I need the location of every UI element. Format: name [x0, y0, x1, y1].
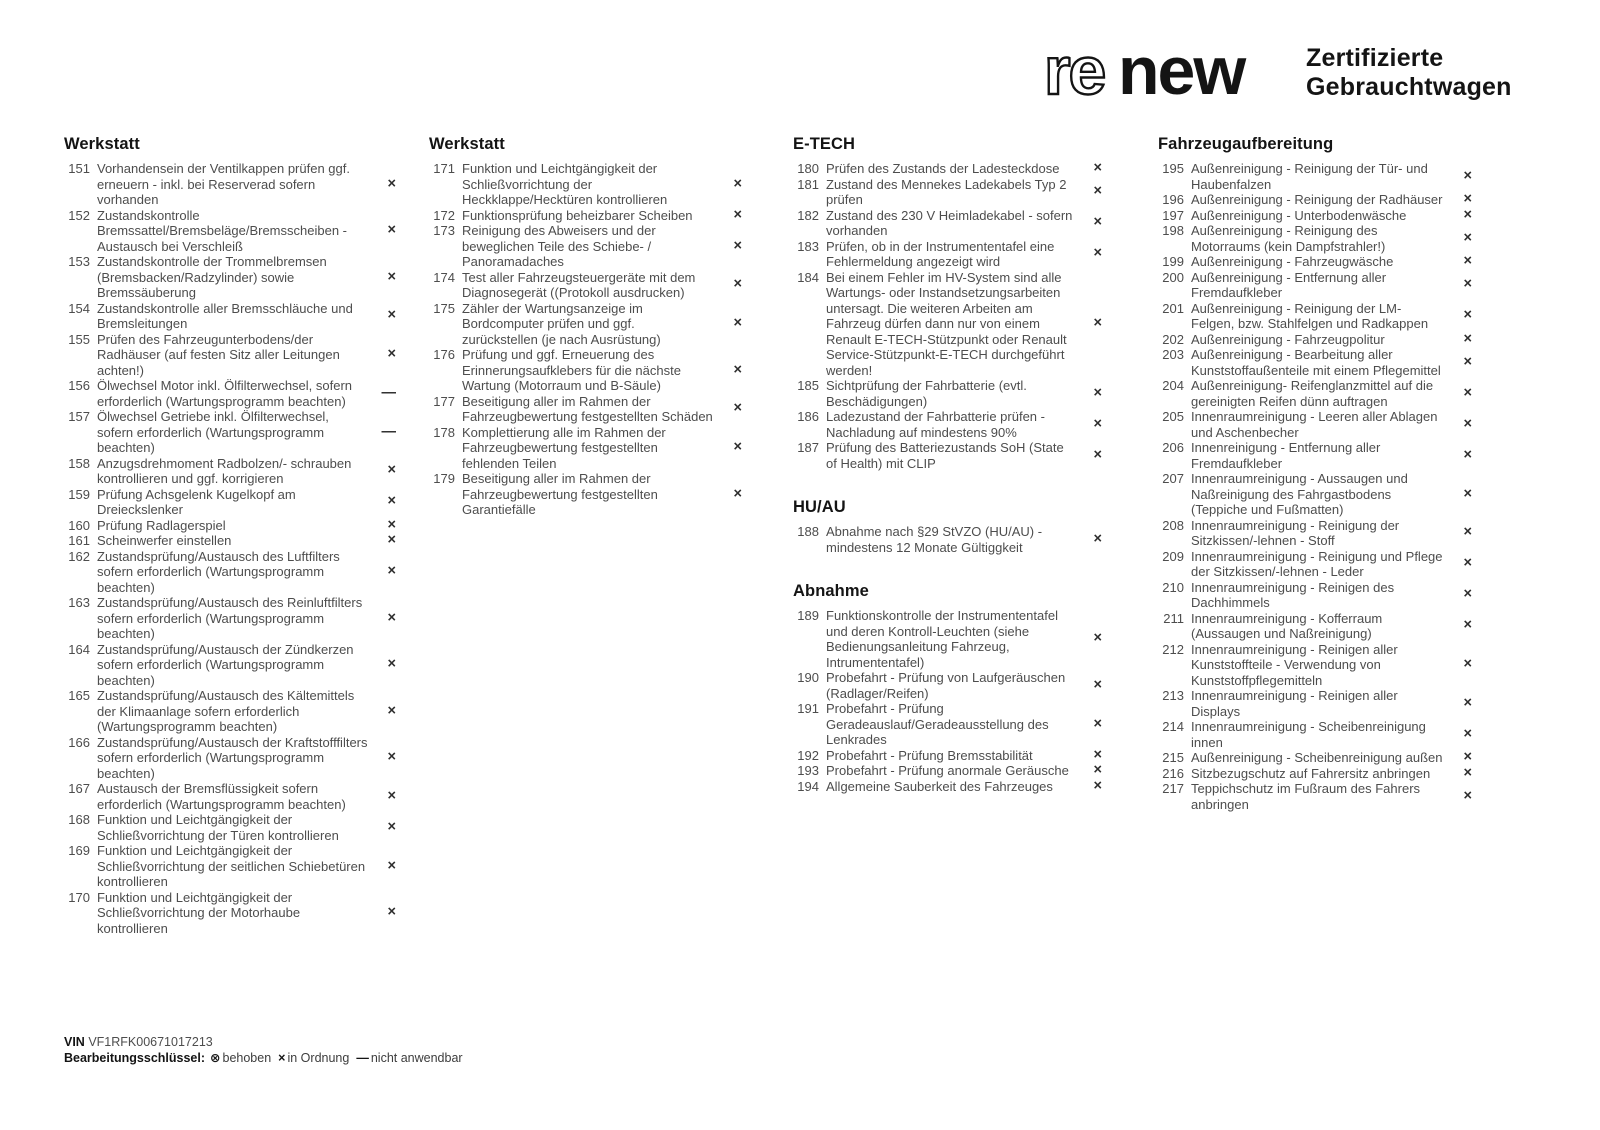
checklist-item — [429, 347, 742, 394]
item-text: Teppichschutz im Fußraum des Fahrers anbringen — [1191, 781, 1421, 812]
item-status-mark: × — [387, 818, 396, 835]
item-number: 158 — [68, 455, 90, 471]
item-number: 213 — [1162, 688, 1184, 703]
checklist-item — [429, 301, 742, 348]
item-status-mark: × — [387, 749, 396, 765]
item-text: Innenraumreinigung - Kofferraum (Aussaugen und Naßreinigung) — [1191, 610, 1383, 641]
checklist-item — [429, 208, 742, 224]
item-status-mark: × — [1463, 725, 1472, 742]
item-number: 190 — [797, 670, 819, 685]
checklist-item — [1158, 580, 1472, 611]
item-number: 155 — [68, 331, 90, 347]
item-text: Test aller Fahrzeugsteuergeräte mit dem Diagnosegerät ((Protokoll ausdrucken) — [462, 269, 696, 300]
item-number: 200 — [1162, 269, 1184, 285]
checklist-item — [793, 608, 1102, 670]
legend-label: Bearbeitungsschlüssel: — [64, 1050, 206, 1065]
footer — [64, 1035, 463, 1066]
item-number: 183 — [797, 238, 819, 254]
item-text: Probefahrt - Prüfung Geradeauslauf/Geradeausstellung des Lenkrades — [826, 701, 1049, 747]
item-text: Innenraumreinigung - Reinigen aller Displays — [1191, 688, 1398, 719]
item-status-mark: × — [387, 268, 396, 285]
item-status-mark: × — [387, 307, 396, 324]
item-number: 163 — [68, 595, 90, 610]
item-status-mark: × — [1463, 384, 1472, 401]
item-text: Vorhandensein der Ventilkappen prüfen ggf. erneuern - inkl. bei Reserverad sofern vorhanden — [97, 161, 350, 207]
item-number: 154 — [68, 300, 90, 316]
item-status-mark: × — [1463, 253, 1472, 269]
checklist-item — [1158, 549, 1472, 580]
item-number: 160 — [68, 517, 90, 533]
item-text: Zustandskontrolle der Trommelbremsen (Bremsbacken/Radzylinder) sowie Bremssäuberung — [97, 254, 327, 300]
item-number: 171 — [433, 161, 455, 176]
legend-text-behoben: behoben — [222, 1050, 272, 1065]
wordmark-outline-text: re — [1044, 36, 1105, 106]
checklist-item — [1158, 611, 1472, 642]
item-number: 214 — [1162, 719, 1184, 734]
item-status-mark: × — [733, 315, 742, 331]
item-text: Ladezustand der Fahrbatterie prüfen - Nachladung auf mindestens 90% — [826, 409, 1045, 440]
item-text: Prüfung Achsgelenk Kugelkopf am Dreieckslenker — [97, 486, 296, 517]
item-text: Innenraumreinigung - Reinigung der Sitzkissen/-lehnen - Stoff — [1191, 517, 1400, 548]
item-status-mark: × — [1463, 229, 1472, 246]
item-status-mark: × — [387, 656, 396, 672]
item-status-mark: × — [1463, 586, 1472, 603]
item-status-mark: × — [733, 237, 742, 254]
item-text: Außenreinigung- Reifenglanzmittel auf die gereinigten Reifen dünn auftragen — [1191, 378, 1434, 409]
checklist-item — [793, 701, 1102, 748]
section-title: Fahrzeugaufbereitung — [1158, 135, 1334, 153]
checklist-item — [429, 471, 742, 518]
checklist-item — [1158, 378, 1472, 409]
item-number: 182 — [797, 207, 819, 223]
checklist-item — [793, 208, 1102, 239]
item-status-mark: × — [1093, 715, 1102, 732]
item-status-mark: × — [387, 857, 396, 874]
section-title: HU/AU — [793, 498, 846, 516]
checklist-item — [793, 524, 1102, 555]
checklist-item — [793, 161, 1102, 177]
item-number: 165 — [68, 688, 90, 703]
item-text: Ölwechsel Motor inkl. Ölfilterwechsel, sofern erforderlich (Wartungsprogramm beachten) — [97, 378, 353, 409]
checklist-item — [64, 456, 396, 487]
item-number: 203 — [1162, 347, 1184, 362]
checklist-item — [1158, 440, 1472, 471]
item-text: Probefahrt - Prüfung Bremsstabilität — [826, 747, 1033, 763]
legend-text-in-ordnung: in Ordnung — [287, 1050, 350, 1065]
item-status-mark: × — [1093, 762, 1102, 778]
checklist-item — [1158, 161, 1472, 192]
item-status-mark: × — [1463, 749, 1472, 765]
item-number: 184 — [797, 269, 819, 285]
item-text: Ölwechsel Getriebe inkl. Ölfilterwechsel, sofern erforderlich (Wartungsprogramm beachten) — [97, 409, 329, 455]
item-number: 198 — [1162, 223, 1184, 238]
item-text: Innenraumreinigung - Leeren aller Ablagen und Aschenbecher — [1191, 409, 1438, 440]
checklist-item — [1158, 471, 1472, 518]
item-number: 162 — [68, 548, 90, 564]
item-status-mark: × — [1463, 191, 1472, 207]
item-status-mark: × — [1463, 694, 1472, 711]
item-status-mark: × — [1093, 746, 1102, 763]
item-text: Bei einem Fehler im HV-System sind alle Wartungs- oder Instandsetzungsarbeiten untersagt. Die weiteren Arbeiten am Fahrzeug dürfen dann nur von einem Renault E-TECH-Stützpunkt oder Renault Service-Stützpunkt-E-TECH durchgeführt werden! — [826, 269, 1067, 378]
item-text: Allgemeine Sauberkeit des Fahrzeuges — [826, 778, 1053, 794]
column-werkstatt-1 — [64, 135, 396, 936]
item-text: Außenreinigung - Reinigung der Tür- und Haubenfalzen — [1191, 161, 1428, 192]
item-text: Probefahrt - Prüfung von Laufgeräuschen (Radlager/Reifen) — [826, 670, 1066, 701]
item-status-mark: × — [1093, 446, 1102, 463]
item-number: 210 — [1162, 579, 1184, 595]
item-text: Probefahrt - Prüfung anormale Geräusche — [826, 763, 1069, 778]
item-text: Abnahme nach §29 StVZO (HU/AU) - mindestens 12 Monate Gültiggkeit — [826, 524, 1043, 555]
item-text: Funktion und Leichtgängigkeit der Schließvorrichtung der Motorhaube kontrollieren — [97, 889, 301, 936]
item-status-mark: × — [1093, 214, 1102, 231]
item-number: 204 — [1162, 378, 1184, 393]
item-number: 205 — [1162, 409, 1184, 424]
item-status-mark: — — [381, 423, 396, 440]
item-number: 173 — [433, 223, 455, 238]
item-text: Funktion und Leichtgängigkeit der Schließvorrichtung der Heckklappe/Hecktüren kontrollieren — [462, 161, 668, 207]
item-text: Funktion und Leichtgängigkeit der Schließvorrichtung der seitlichen Schiebetüren kontrollieren — [97, 843, 366, 889]
item-number: 164 — [68, 641, 90, 657]
item-status-mark: × — [733, 439, 742, 455]
item-status-mark: × — [1093, 384, 1102, 401]
legend-symbol-nicht-anwendbar: — — [356, 1050, 369, 1065]
item-status-mark: × — [1093, 415, 1102, 432]
item-status-mark: × — [733, 206, 742, 223]
item-status-mark: × — [387, 346, 396, 362]
item-text: Außenreinigung - Fahrzeugpolitur — [1191, 331, 1385, 347]
item-number: 201 — [1162, 300, 1184, 316]
item-status-mark: × — [387, 609, 396, 626]
item-number: 152 — [68, 207, 90, 223]
item-status-mark: × — [1463, 555, 1472, 572]
item-number: 189 — [797, 608, 819, 623]
vin-label: VIN — [64, 1035, 85, 1049]
checklist-item — [64, 332, 396, 379]
item-status-mark: × — [387, 175, 396, 192]
item-number: 212 — [1162, 641, 1184, 657]
item-text: Austausch der Bremsflüssigkeit sofern erforderlich (Wartungsprogramm beachten) — [97, 781, 346, 812]
item-number: 192 — [797, 747, 819, 763]
checklist-item — [64, 208, 396, 255]
item-status-mark: × — [733, 361, 742, 378]
item-text: Prüfen des Fahrzeugunterbodens/der Radhäuser (auf festen Sitz aller Leitungen achten!) — [97, 331, 340, 378]
checklist-item — [1158, 750, 1472, 766]
checklist-item — [64, 688, 396, 735]
item-number: 170 — [68, 889, 90, 905]
checklist-item — [793, 409, 1102, 440]
tagline-line-1: Zertifizierte — [1306, 44, 1444, 72]
item-status-mark: × — [1463, 307, 1472, 324]
item-text: Zustandsprüfung/Austausch des Luftfilters sofern erforderlich (Wartungsprogramm beachten) — [97, 548, 340, 595]
item-number: 153 — [68, 254, 90, 269]
renew-wordmark-icon — [1042, 36, 1294, 106]
item-number: 197 — [1162, 207, 1184, 223]
item-status-mark: × — [1463, 764, 1472, 781]
item-number: 185 — [797, 378, 819, 393]
item-status-mark: × — [1463, 656, 1472, 672]
item-text: Außenreinigung - Reinigung der Radhäuser — [1191, 192, 1443, 207]
checklist-item — [429, 223, 742, 270]
item-number: 209 — [1162, 548, 1184, 564]
item-text: Außenreinigung - Entfernung aller Fremdaufkleber — [1191, 269, 1387, 300]
column-werkstatt-2 — [429, 135, 742, 518]
legend-text-nicht-anwendbar: nicht anwendbar — [370, 1050, 463, 1065]
item-status-mark: × — [1463, 206, 1472, 223]
item-status-mark: × — [1463, 485, 1472, 502]
item-status-mark: × — [1093, 630, 1102, 647]
item-number: 168 — [68, 812, 90, 827]
checklist-item — [64, 254, 396, 301]
item-text: Zustandsprüfung/Austausch des Reinluftfilters sofern erforderlich (Wartungsprogramm beachten) — [97, 595, 363, 641]
item-text: Zustandsprüfung/Austausch des Kältemittels der Klimaanlage sofern erforderlich (Wartungsprogramm beachten) — [97, 688, 355, 734]
item-text: Sichtprüfung der Fahrbatterie (evtl. Beschädigungen) — [826, 378, 1027, 409]
item-number: 172 — [433, 207, 455, 223]
item-number: 167 — [68, 781, 90, 796]
item-text: Zustandsprüfung/Austausch der Kraftstofffilters sofern erforderlich (Wartungsprogramm beachten) — [97, 734, 368, 781]
item-text: Komplettierung alle im Rahmen der Fahrzeugbewertung festgestellten fehlenden Teilen — [462, 424, 666, 471]
item-status-mark: × — [733, 276, 742, 293]
item-number: 207 — [1162, 471, 1184, 486]
item-text: Innenraumreinigung - Scheibenreinigung innen — [1191, 719, 1426, 750]
section-title: Abnahme — [793, 582, 869, 600]
tagline-line-2: Gebrauchtwagen — [1306, 73, 1512, 101]
vin-line — [64, 1035, 463, 1051]
checklist-item — [793, 779, 1102, 795]
item-status-mark: × — [387, 904, 396, 920]
item-status-mark: × — [1463, 330, 1472, 347]
item-status-mark: × — [387, 493, 396, 510]
item-text: Anzugsdrehmoment Radbolzen/- schrauben kontrollieren und ggf. korrigieren — [97, 455, 352, 486]
checklist-item — [793, 270, 1102, 379]
item-number: 211 — [1163, 610, 1184, 626]
checklist-item — [793, 239, 1102, 270]
item-status-mark: × — [1463, 446, 1472, 463]
checklist-item — [429, 161, 742, 208]
item-text: Funktion und Leichtgängigkeit der Schließvorrichtung der Türen kontrollieren — [97, 812, 339, 843]
item-text: Scheinwerfer einstellen — [97, 533, 232, 548]
checklist-item — [429, 425, 742, 472]
item-text: Zustandsprüfung/Austausch der Zündkerzen sofern erforderlich (Wartungsprogramm beachten) — [97, 641, 354, 688]
item-status-mark: × — [1463, 617, 1472, 634]
item-text: Außenreinigung - Bearbeitung aller Kunststoffaußenteile mit einem Pflegemittel — [1191, 347, 1441, 378]
checklist-item — [1158, 223, 1472, 254]
checklist-item — [64, 378, 396, 409]
checklist-item — [429, 394, 742, 425]
item-number: 157 — [68, 409, 90, 424]
item-text: Prüfen, ob in der Instrumententafel eine Fehlermeldung angezeigt wird — [826, 238, 1055, 269]
item-text: Beseitigung aller im Rahmen der Fahrzeugbewertung festgestellten Garantiefälle — [462, 471, 658, 517]
checklist-item — [64, 843, 396, 890]
item-text: Innenraumreinigung - Reinigen aller Kunststoffteile - Verwendung von Kunststoffpflegemitteln — [1191, 641, 1398, 688]
checklist-item — [64, 409, 396, 456]
item-text: Innenraumreinigung - Reinigen des Dachhimmels — [1191, 579, 1395, 610]
item-text: Prüfung des Batteriezustands SoH (State of Health) mit CLIP — [826, 440, 1064, 471]
item-status-mark: × — [1463, 524, 1472, 541]
item-number: 217 — [1162, 781, 1184, 796]
item-number: 216 — [1162, 765, 1184, 781]
item-number: 181 — [797, 176, 819, 192]
item-number: 186 — [797, 409, 819, 424]
item-number: 199 — [1162, 254, 1184, 269]
item-number: 206 — [1162, 440, 1184, 455]
item-text: Innenraumreinigung - Reinigung und Pflege der Sitzkissen/-lehnen - Leder — [1191, 548, 1443, 579]
item-status-mark: × — [1093, 160, 1102, 176]
item-number: 179 — [433, 471, 455, 486]
checklist-item — [1158, 332, 1472, 348]
item-number: 195 — [1162, 161, 1184, 176]
item-text: Zustandskontrolle aller Bremsschläuche und Bremsleitungen — [97, 300, 353, 331]
item-text: Sitzbezugschutz auf Fahrersitz anbringen — [1191, 765, 1431, 781]
item-text: Prüfung und ggf. Erneuerung des Erinnerungsaufklebers für die nächste Wartung (Motorraum und B-Säule) — [462, 347, 681, 393]
section-title: Werkstatt — [64, 135, 140, 153]
checklist-item — [1158, 766, 1472, 782]
item-status-mark: × — [387, 222, 396, 238]
checklist-item — [793, 763, 1102, 779]
item-status-mark: × — [733, 400, 742, 417]
checklist-item — [1158, 208, 1472, 224]
item-text: Außenreinigung - Scheibenreinigung außen — [1191, 750, 1443, 765]
checklist-item — [793, 440, 1102, 471]
item-number: 196 — [1162, 192, 1184, 207]
checklist-item — [1158, 254, 1472, 270]
item-text: Zustandskontrolle Bremssattel/Bremsbeläge/Bremsscheiben - Austausch bei Verschleiß — [97, 207, 347, 254]
item-status-mark: × — [1463, 415, 1472, 432]
item-status-mark: × — [1093, 777, 1102, 794]
item-status-mark: × — [1463, 167, 1472, 184]
checklist-item — [64, 533, 396, 549]
item-text: Innenreinigung - Entfernung aller Fremdaufkleber — [1191, 440, 1381, 471]
checklist-item — [64, 301, 396, 332]
checklist-item — [1158, 409, 1472, 440]
item-status-mark: × — [1093, 245, 1102, 262]
checklist-item — [1158, 347, 1472, 378]
section-title: E-TECH — [793, 135, 856, 153]
checklist-item — [64, 549, 396, 596]
checklist-item — [1158, 781, 1472, 812]
item-number: 176 — [433, 347, 455, 362]
checklist-item — [793, 378, 1102, 409]
item-status-mark: × — [387, 516, 396, 533]
checklist-item — [64, 487, 396, 518]
item-number: 215 — [1162, 750, 1184, 765]
wordmark-solid-text: new — [1118, 36, 1245, 106]
item-text: Beseitigung aller im Rahmen der Fahrzeugbewertung festgestellten Schäden — [462, 393, 713, 424]
checklist-item — [64, 781, 396, 812]
checklist-item — [793, 177, 1102, 208]
item-number: 174 — [433, 269, 455, 285]
item-text: Reinigung des Abweisers und der beweglichen Teile des Schiebe- / Panoramadaches — [462, 223, 656, 269]
item-status-mark: × — [733, 175, 742, 192]
item-number: 175 — [433, 300, 455, 316]
item-number: 208 — [1162, 517, 1184, 533]
legend-symbol-in-ordnung: × — [278, 1050, 286, 1065]
item-number: 166 — [68, 734, 90, 750]
item-number: 161 — [68, 533, 90, 548]
renew-logo — [1042, 36, 1512, 106]
item-text: Prüfen des Zustands der Ladesteckdose — [826, 161, 1060, 176]
item-status-mark: × — [733, 485, 742, 502]
checklist-item — [64, 642, 396, 689]
item-status-mark: × — [1463, 787, 1472, 804]
item-text: Außenreinigung - Reinigung des Motorraums (kein Dampfstrahler!) — [1191, 223, 1386, 254]
checklist-item — [1158, 518, 1472, 549]
checklist-item — [64, 890, 396, 937]
vin-value: VF1RFK00671017213 — [88, 1035, 213, 1049]
item-text: Zähler der Wartungsanzeige im Bordcomputer prüfen und ggf. zurückstellen (je nach Ausrüstung) — [462, 300, 661, 347]
checklist-item — [64, 161, 396, 208]
item-number: 169 — [68, 843, 90, 858]
checklist-item — [64, 595, 396, 642]
item-status-mark: × — [1093, 315, 1102, 331]
item-status-mark: × — [387, 787, 396, 804]
checklist-item — [64, 735, 396, 782]
checklist-item — [1158, 301, 1472, 332]
checklist-item — [1158, 688, 1472, 719]
checklist-item — [793, 748, 1102, 764]
checklist-item — [429, 270, 742, 301]
legend-symbol-behoben: ⊗ — [210, 1050, 221, 1065]
checklist-item — [1158, 192, 1472, 208]
item-status-mark: × — [1093, 530, 1102, 547]
item-status-mark: × — [1463, 276, 1472, 293]
item-status-mark: — — [381, 384, 396, 401]
item-number: 188 — [797, 524, 819, 539]
checklist-item — [1158, 270, 1472, 301]
checklist-item — [64, 812, 396, 843]
logo-tagline — [1306, 36, 1512, 102]
column-fahrzeugaufbereitung — [1158, 135, 1472, 812]
item-number: 180 — [797, 161, 819, 176]
item-status-mark: × — [387, 702, 396, 719]
checklist-item — [64, 518, 396, 534]
column-etech-huau-abnahme — [793, 135, 1102, 794]
item-text: Zustand des Mennekes Ladekabels Typ 2 prüfen — [826, 176, 1067, 207]
legend-line — [64, 1051, 463, 1067]
item-text: Außenreinigung - Reinigung der LM-Felgen, bzw. Stahlfelgen und Radkappen — [1191, 300, 1429, 331]
item-status-mark: × — [1093, 183, 1102, 200]
item-text: Innenraumreinigung - Aussaugen und Naßreinigung des Fahrgastbodens (Teppiche und Fußmatten) — [1191, 471, 1408, 517]
item-text: Funktionsprüfung beheizbarer Scheiben — [462, 207, 693, 223]
item-text: Außenreinigung - Fahrzeugwäsche — [1191, 254, 1394, 269]
item-number: 187 — [797, 440, 819, 455]
item-number: 177 — [433, 393, 455, 409]
item-number: 178 — [433, 424, 455, 440]
item-number: 193 — [797, 763, 819, 778]
item-status-mark: × — [387, 532, 396, 548]
item-number: 194 — [797, 778, 819, 794]
item-number: 151 — [68, 161, 90, 176]
item-text: Funktionskontrolle der Instrumententafel und deren Kontroll-Leuchten (siehe Bedienungsanleitung Fahrzeug, Intrumententafel) — [826, 608, 1058, 670]
item-text: Zustand des 230 V Heimladekabel - sofern vorhanden — [826, 207, 1073, 238]
item-text: Prüfung Radlagerspiel — [97, 517, 226, 533]
item-status-mark: × — [387, 462, 396, 479]
item-number: 159 — [68, 486, 90, 502]
checklist-item — [1158, 642, 1472, 689]
checklist-item — [793, 670, 1102, 701]
item-number: 202 — [1162, 331, 1184, 347]
item-status-mark: × — [1463, 353, 1472, 370]
checklist-item — [1158, 719, 1472, 750]
item-status-mark: × — [1093, 676, 1102, 693]
item-text: Außenreinigung - Unterbodenwäsche — [1191, 207, 1407, 223]
item-number: 191 — [797, 701, 819, 716]
item-status-mark: × — [387, 563, 396, 579]
section-title: Werkstatt — [429, 135, 505, 153]
item-number: 156 — [68, 378, 90, 393]
